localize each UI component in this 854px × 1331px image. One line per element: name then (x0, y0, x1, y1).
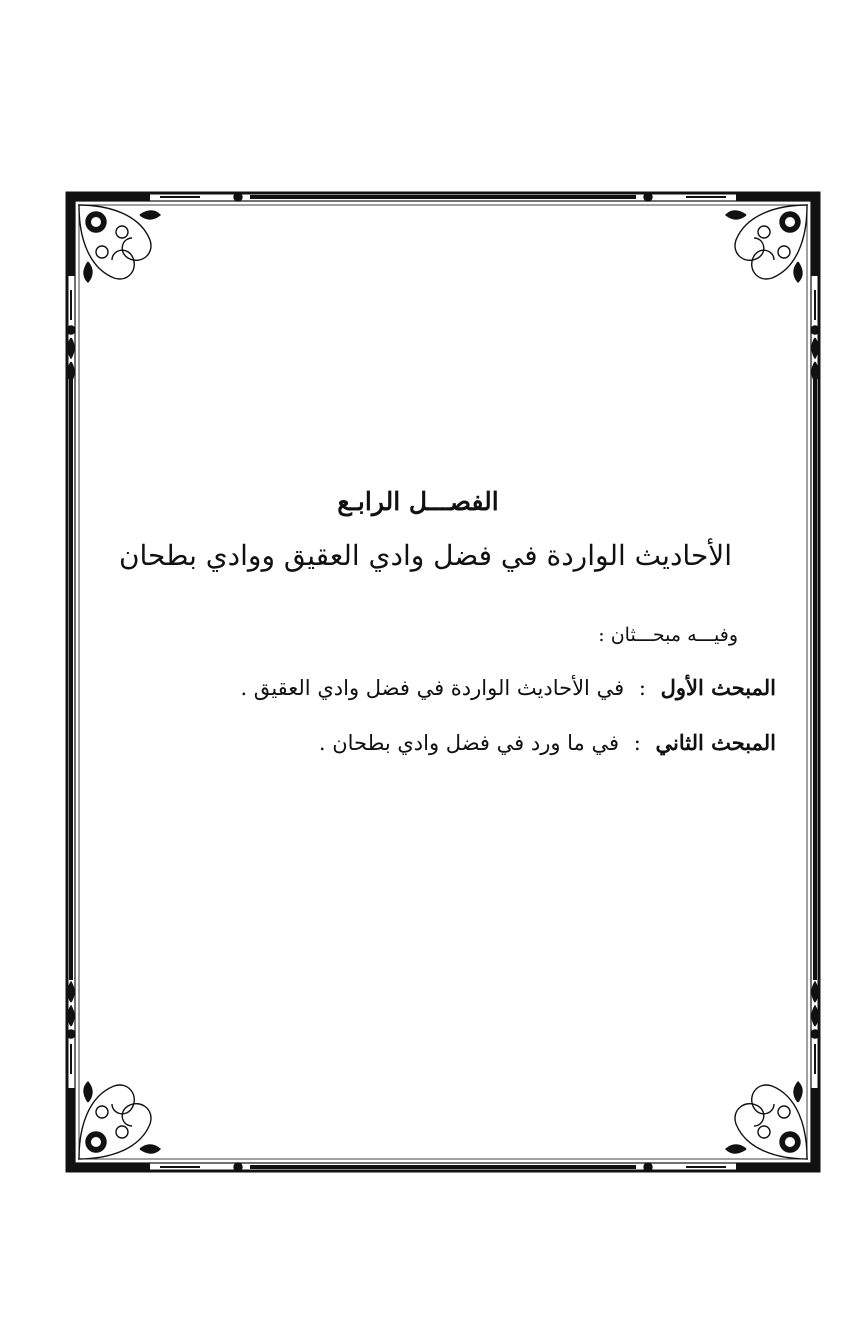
section-1-separator: : (638, 676, 646, 700)
intro-line: وفيـــه مبحـــثان : (598, 624, 738, 646)
chapter-subtitle: الأحاديث الواردة في فضل وادي العقيق ووادي بطحان (118, 539, 732, 572)
section-1-text: في الأحاديث الواردة في فضل وادي العقيق . (240, 676, 625, 700)
corner-ornament (67, 193, 242, 382)
section-item-2 (319, 727, 776, 759)
section-item-1 (240, 672, 776, 704)
section-1-label: المبحث الأول (660, 675, 776, 700)
section-2-text: في ما ورد في فضل وادي بطحان . (318, 731, 620, 755)
chapter-content (118, 470, 776, 755)
section-2-separator: : (633, 731, 641, 755)
chapter-title: الفصـــل الرابـع (337, 487, 499, 516)
section-2-label: المبحث الثاني (655, 730, 776, 755)
